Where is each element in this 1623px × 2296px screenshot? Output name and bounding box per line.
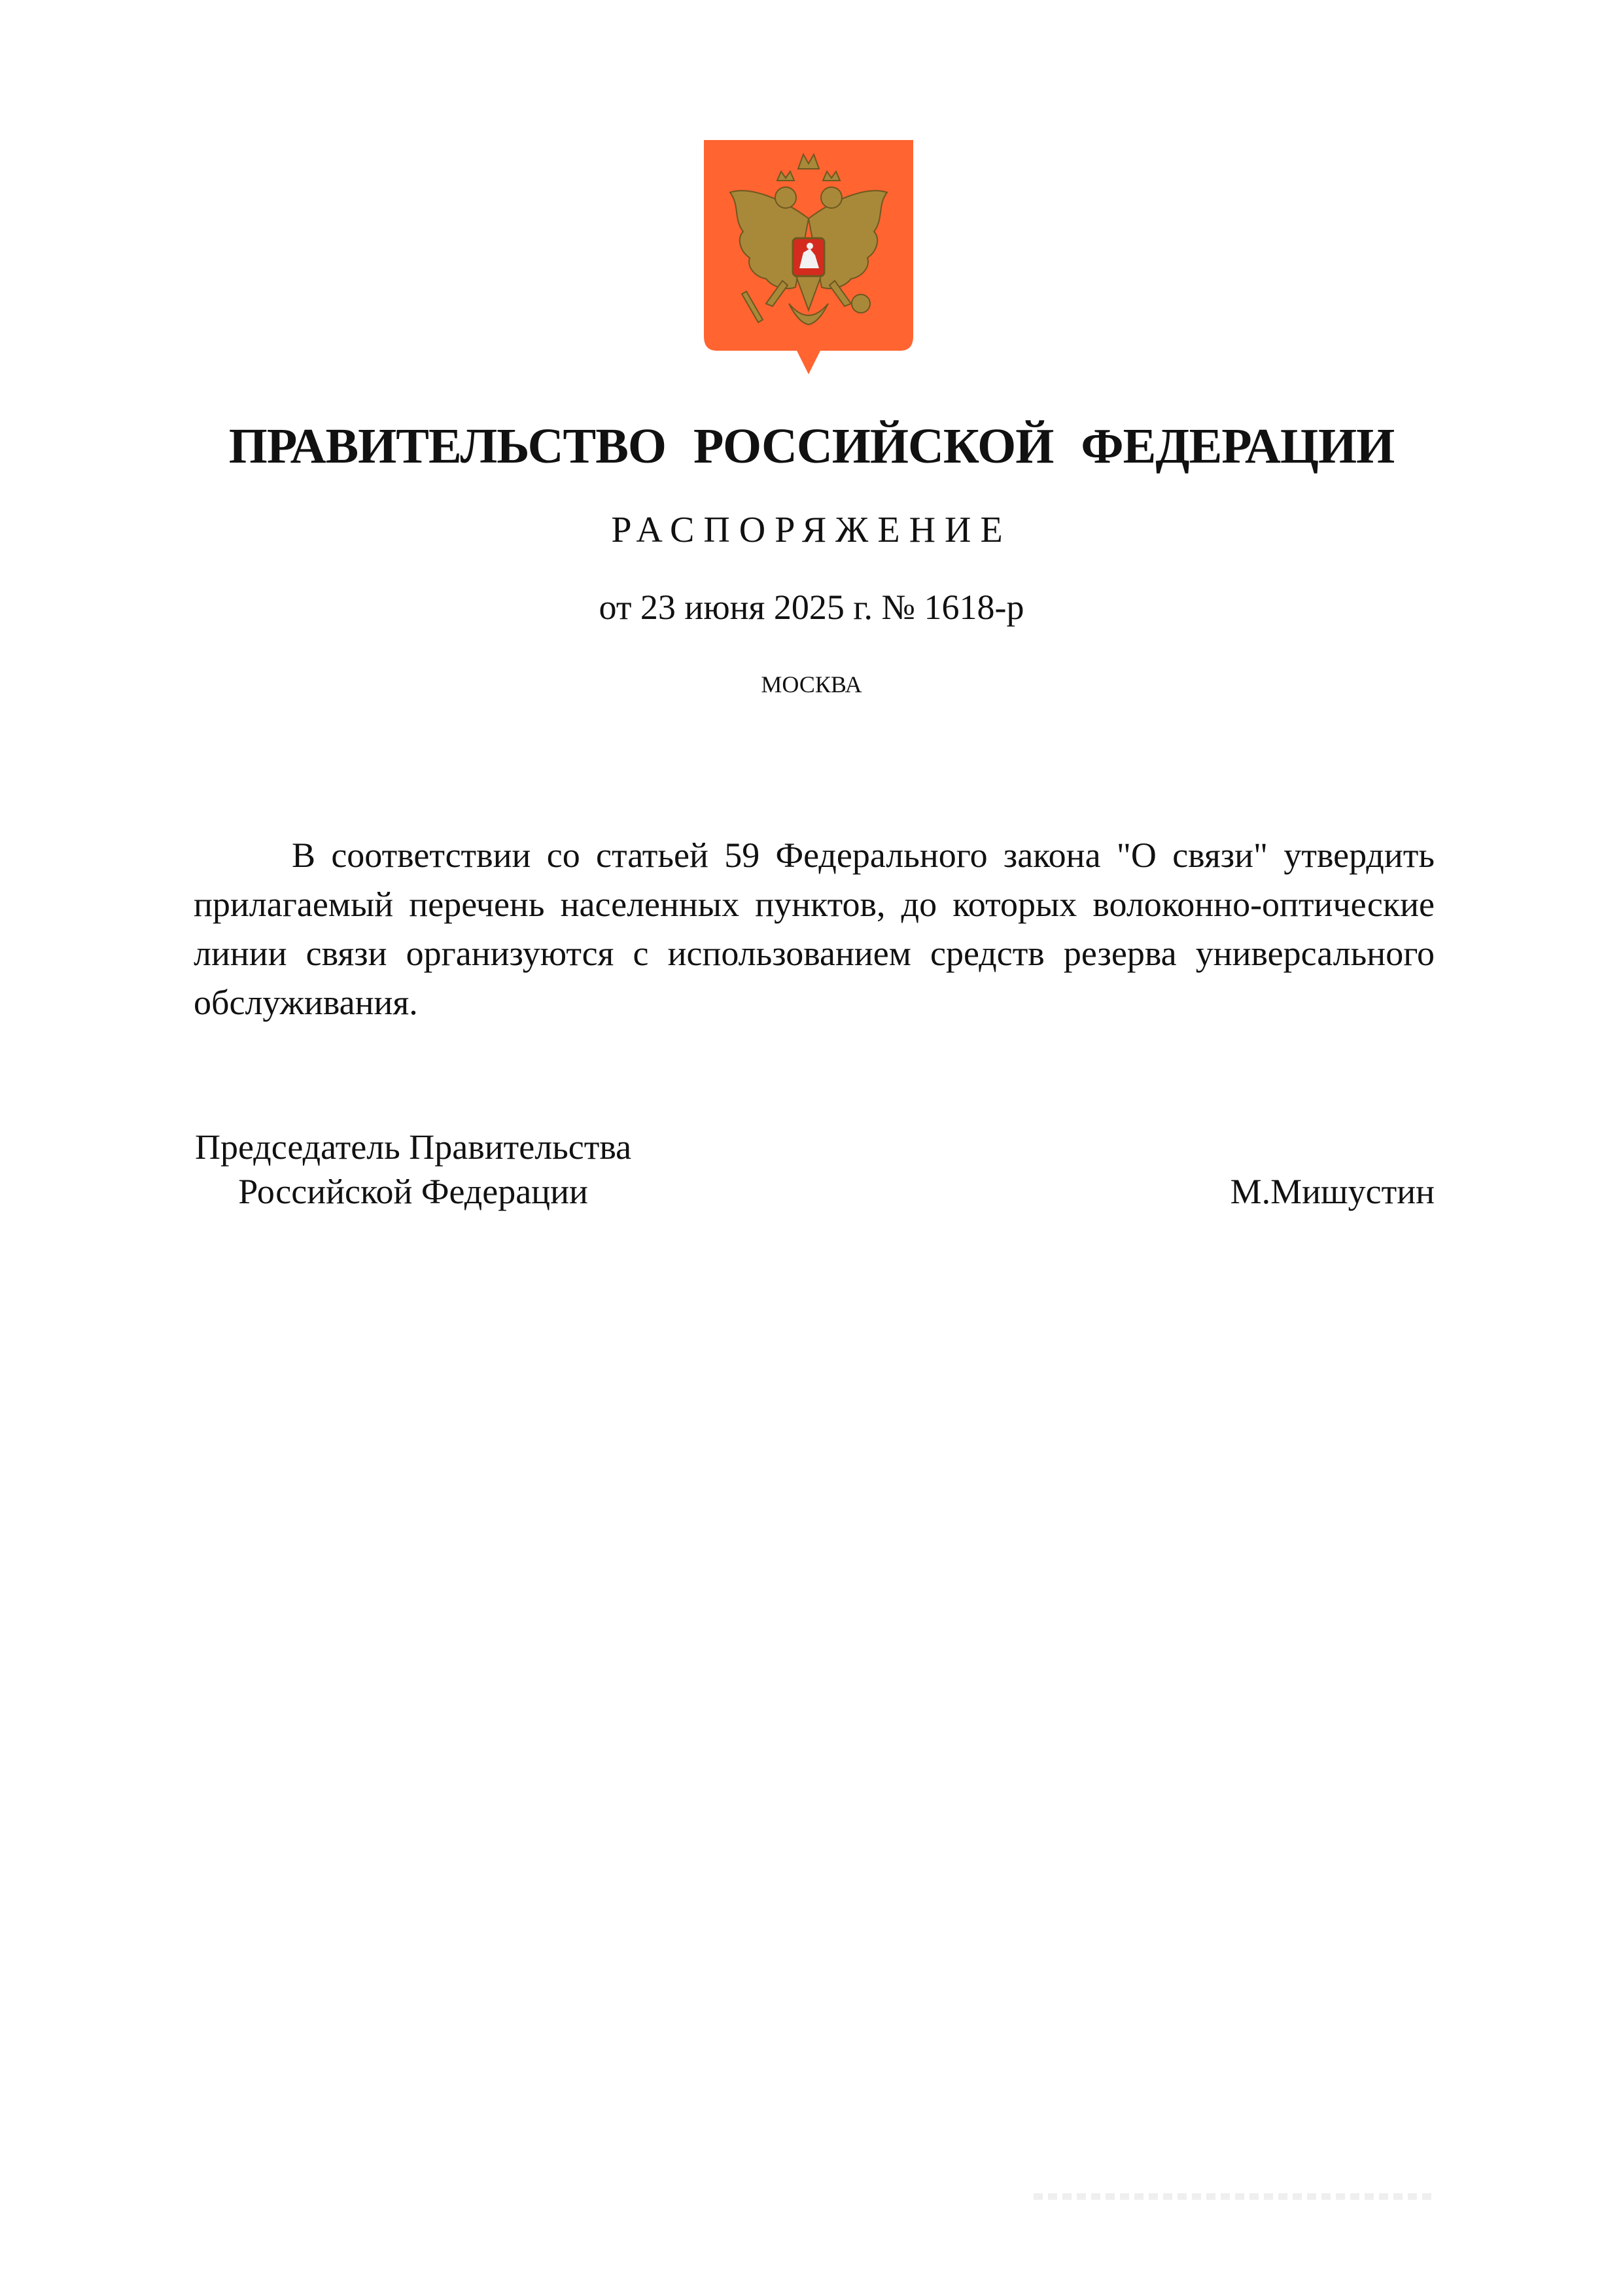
signer-position (195, 1125, 631, 1214)
order-paragraph: В соответствии со статьей 59 Федерального закона "О связи" утвердить прилагаемый перечень населенных пунктов, до которых волоконно-оптические линии связи организуются с использованием средств резерва универсального обслуживания. (194, 836, 1435, 1022)
document-city: МОСКВА (761, 671, 862, 698)
signer-position-line2: Российской Федерации (238, 1172, 588, 1211)
government-title: ПРАВИТЕЛЬСТВО РОССИЙСКОЙ ФЕДЕРАЦИИ (228, 419, 1395, 474)
document-date-number: от 23 июня 2025 г. № 1618-р (599, 588, 1024, 627)
signer-position-line1: Председатель Правительства (195, 1127, 632, 1167)
document-type: РАСПОРЯЖЕНИЕ (611, 510, 1012, 550)
signer-name: М.Мишустин (1230, 1172, 1435, 1211)
coat-of-arms-emblem (704, 140, 913, 374)
faint-footer-mark (1034, 2193, 1433, 2200)
